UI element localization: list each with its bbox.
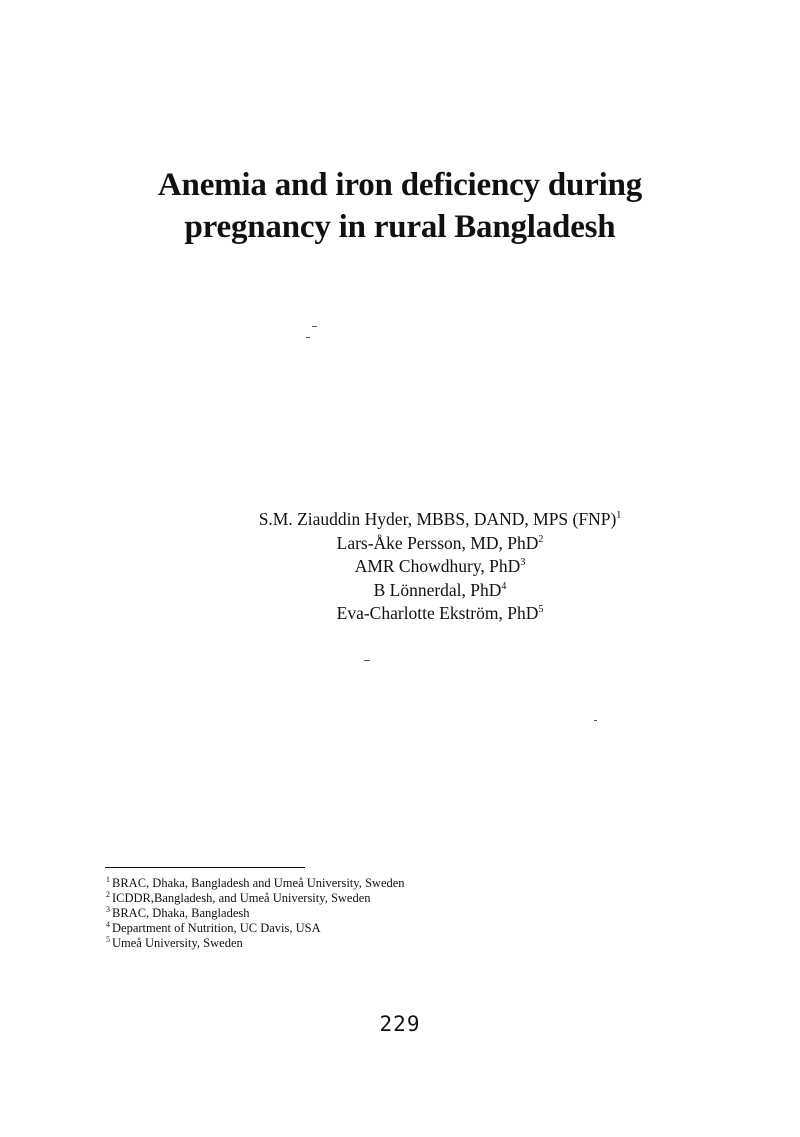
scan-speck xyxy=(312,326,317,327)
author-name: S.M. Ziauddin Hyder, MBBS, DAND, MPS (FNP) xyxy=(258,509,617,529)
footnote-mark: 5 xyxy=(106,935,110,944)
author-name: Lars-Åke Persson, MD, PhD xyxy=(336,532,539,553)
author-1 xyxy=(160,508,720,532)
affiliation-mark: 5 xyxy=(538,604,544,615)
footnote-text: Department of Nutrition, UC Davis, USA xyxy=(112,921,321,935)
scan-speck xyxy=(594,720,597,721)
paper-title xyxy=(0,164,800,248)
author-name: B Lönnerdal, PhD xyxy=(373,579,502,600)
footnote-5 xyxy=(106,936,606,951)
footnote-4 xyxy=(106,921,606,936)
footnote-mark: 4 xyxy=(106,920,110,929)
affiliation-mark: 4 xyxy=(501,580,507,592)
footnote-mark: 1 xyxy=(106,875,110,884)
footnote-text: BRAC, Dhaka, Bangladesh and Umeå University, Sweden xyxy=(112,876,405,890)
scan-speck xyxy=(306,337,310,338)
title-line-1: Anemia and iron deficiency during xyxy=(157,167,643,204)
footnote-text: ICDDR,Bangladesh, and Umeå University, Sweden xyxy=(112,891,371,905)
footnote-text: Umeå University, Sweden xyxy=(112,936,243,950)
author-name: AMR Chowdhury, PhD xyxy=(354,556,521,576)
footnote-1 xyxy=(106,876,606,891)
author-5 xyxy=(160,602,720,626)
footnote-mark: 3 xyxy=(106,905,110,914)
author-2 xyxy=(160,532,720,556)
footnote-mark: 2 xyxy=(106,890,110,899)
title-line-2: pregnancy in rural Bangladesh xyxy=(184,209,616,246)
footnote-text: BRAC, Dhaka, Bangladesh xyxy=(112,906,250,920)
affiliation-mark: 1 xyxy=(616,510,622,521)
footnote-3 xyxy=(106,906,606,921)
scan-speck xyxy=(364,660,370,661)
footnote-2 xyxy=(106,891,606,906)
author-4 xyxy=(160,579,720,603)
footnote-list xyxy=(106,876,606,951)
author-3 xyxy=(160,555,720,579)
footnote-divider xyxy=(105,867,305,868)
author-list xyxy=(160,508,720,626)
page-number: 229 xyxy=(379,1012,421,1036)
affiliation-mark: 2 xyxy=(538,533,544,545)
affiliation-mark: 3 xyxy=(520,557,526,568)
author-name: Eva-Charlotte Ekström, PhD xyxy=(336,603,539,623)
